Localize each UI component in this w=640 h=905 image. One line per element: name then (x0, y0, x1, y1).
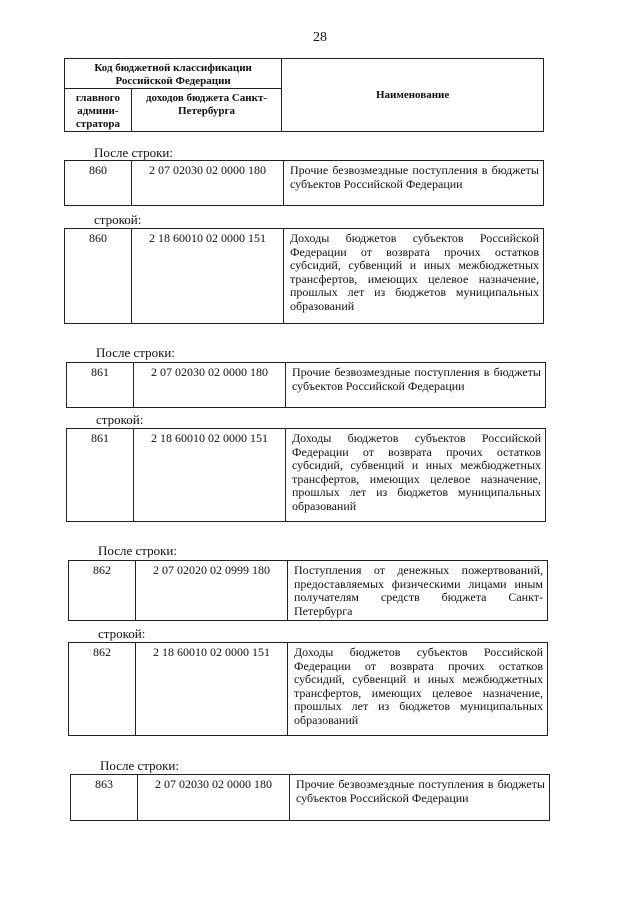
header-col-income: доходов бюджета Санкт-Петербурга (131, 89, 281, 132)
item-name: Поступления от денежных пожертвований, предоставляемых физическими лицами иным получателям средств бюджета Санкт-Петербурга (288, 561, 548, 621)
table-row (69, 561, 548, 621)
after-label: После строки: (94, 145, 173, 160)
admin-code: 861 (67, 363, 134, 408)
after-row-table (66, 362, 546, 408)
income-code: 2 18 60010 02 0000 151 (132, 229, 284, 324)
header-col-admin: главного админи-стратора (65, 89, 132, 132)
table-row (67, 429, 546, 522)
table-row (67, 363, 546, 408)
admin-code: 861 (67, 429, 134, 522)
item-name: Доходы бюджетов субъектов Российской Федерации от возврата прочих остатков субсидий, субвенций и иных межбюджетных трансфертов, имеющих целевое назначение, прошлых лет из бюджетов муниципальных образований (286, 429, 546, 522)
after-row-table (68, 560, 548, 621)
after-label: После строки: (96, 345, 175, 360)
item-name: Доходы бюджетов субъектов Российской Федерации от возврата прочих остатков субсидий, субвенций и иных межбюджетных трансфертов, имеющих целевое назначение, прошлых лет из бюджетов муниципальных образований (288, 643, 548, 736)
with-row-table (68, 642, 548, 736)
income-code: 2 07 02030 02 0000 180 (138, 775, 290, 821)
item-name: Прочие безвозмездные поступления в бюджеты субъектов Российской Федерации (286, 363, 546, 408)
table-row (69, 643, 548, 736)
income-code: 2 07 02030 02 0000 180 (134, 363, 286, 408)
header-col-name: Наименование (282, 59, 544, 132)
admin-code: 862 (69, 561, 136, 621)
table-row (71, 775, 550, 821)
income-code: 2 18 60010 02 0000 151 (136, 643, 288, 736)
item-name: Доходы бюджетов субъектов Российской Федерации от возврата прочих остатков субсидий, субвенций и иных межбюджетных трансфертов, имеющих целевое назначение, прошлых лет из бюджетов муниципальных образований (284, 229, 544, 324)
income-code: 2 07 02020 02 0999 180 (136, 561, 288, 621)
with-label: строкой: (94, 212, 142, 227)
with-row-table (66, 428, 546, 522)
admin-code: 860 (65, 161, 132, 206)
item-name: Прочие безвозмездные поступления в бюджеты субъектов Российской Федерации (290, 775, 550, 821)
admin-code: 862 (69, 643, 136, 736)
item-name: Прочие безвозмездные поступления в бюджеты субъектов Российской Федерации (284, 161, 544, 206)
admin-code: 863 (71, 775, 138, 821)
with-label: строкой: (96, 412, 144, 427)
after-label: После строки: (98, 543, 177, 558)
page-number: 28 (313, 30, 327, 45)
income-code: 2 18 60010 02 0000 151 (134, 429, 286, 522)
table-row (65, 229, 544, 324)
admin-code: 860 (65, 229, 132, 324)
income-code: 2 07 02030 02 0000 180 (132, 161, 284, 206)
header-group-title: Код бюджетной классификации Российской Федерации (65, 59, 282, 89)
with-row-table (64, 228, 544, 324)
after-row-table (64, 160, 544, 206)
with-label: строкой: (98, 626, 146, 641)
after-label: После строки: (100, 758, 179, 773)
header-table (64, 58, 544, 132)
after-row-table (70, 774, 550, 821)
table-row (65, 161, 544, 206)
